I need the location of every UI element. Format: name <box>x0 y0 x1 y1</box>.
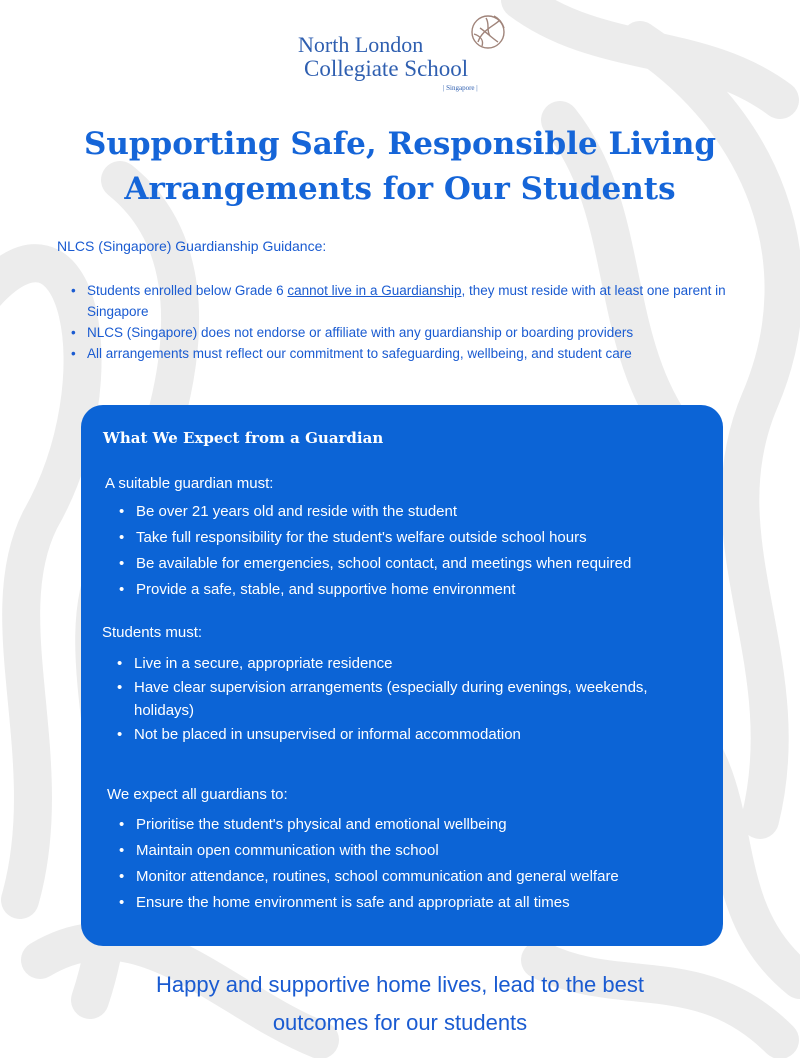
logo-text-line1: North London <box>298 32 424 57</box>
list-item: • Not be placed in unsupervised or informal accommodation <box>114 722 694 747</box>
closing-line1: Happy and supportive home lives, lead to the best <box>156 972 644 997</box>
page-title <box>40 122 760 212</box>
section-heading: Students must: <box>102 624 203 641</box>
list-item: • Have clear supervision arrangements (especially during evenings, weekends, holidays) <box>114 676 694 722</box>
list-item <box>57 280 757 322</box>
section-heading: We expect all guardians to: <box>107 786 288 803</box>
guardian-expectations-box <box>81 405 723 946</box>
logo-text-line2: Collegiate School <box>304 56 469 81</box>
underlined-text: cannot live in a Guardianship <box>287 283 462 298</box>
list-item: • Take full responsibility for the student's welfare outside school hours <box>116 525 696 551</box>
logo-subtext: | Singapore | <box>443 84 478 92</box>
title-line1: Supporting Safe, Responsible Living <box>83 126 717 162</box>
list-item: • Be available for emergencies, school contact, and meetings when required <box>116 551 696 577</box>
item-text: Students enrolled below Grade 6 <box>87 283 288 298</box>
guidance-list <box>57 280 757 364</box>
item-text: , they must reside with at least one parent in Singapore <box>87 283 726 319</box>
list-item: • NLCS (Singapore) does not endorse or affiliate with any guardianship or boarding providers <box>57 322 757 343</box>
section-heading: A suitable guardian must: <box>105 475 274 492</box>
box-title: What We Expect from a Guardian <box>103 429 384 447</box>
title-line2: Arrangements for Our Students <box>124 171 676 207</box>
list-item: • Prioritise the student's physical and emotional wellbeing <box>116 812 696 838</box>
guardian-requirements-list <box>116 499 696 603</box>
guardian-expectations-list <box>116 812 696 916</box>
list-item: • Monitor attendance, routines, school communication and general welfare <box>116 864 696 890</box>
closing-line2: outcomes for our students <box>272 1010 528 1035</box>
crest-icon <box>464 8 512 56</box>
list-item: • Ensure the home environment is safe and appropriate at all times <box>116 890 696 916</box>
list-item: • All arrangements must reflect our commitment to safeguarding, wellbeing, and student care <box>57 343 757 364</box>
closing-statement <box>100 966 700 1042</box>
student-requirements-list <box>114 651 694 747</box>
guidance-heading: NLCS (Singapore) Guardianship Guidance: <box>57 238 327 254</box>
list-item: • Maintain open communication with the school <box>116 838 696 864</box>
school-logo <box>296 30 536 100</box>
list-item: • Provide a safe, stable, and supportive home environment <box>116 577 696 603</box>
list-item: • Be over 21 years old and reside with the student <box>116 499 696 525</box>
list-item: • Live in a secure, appropriate residence <box>114 651 694 676</box>
